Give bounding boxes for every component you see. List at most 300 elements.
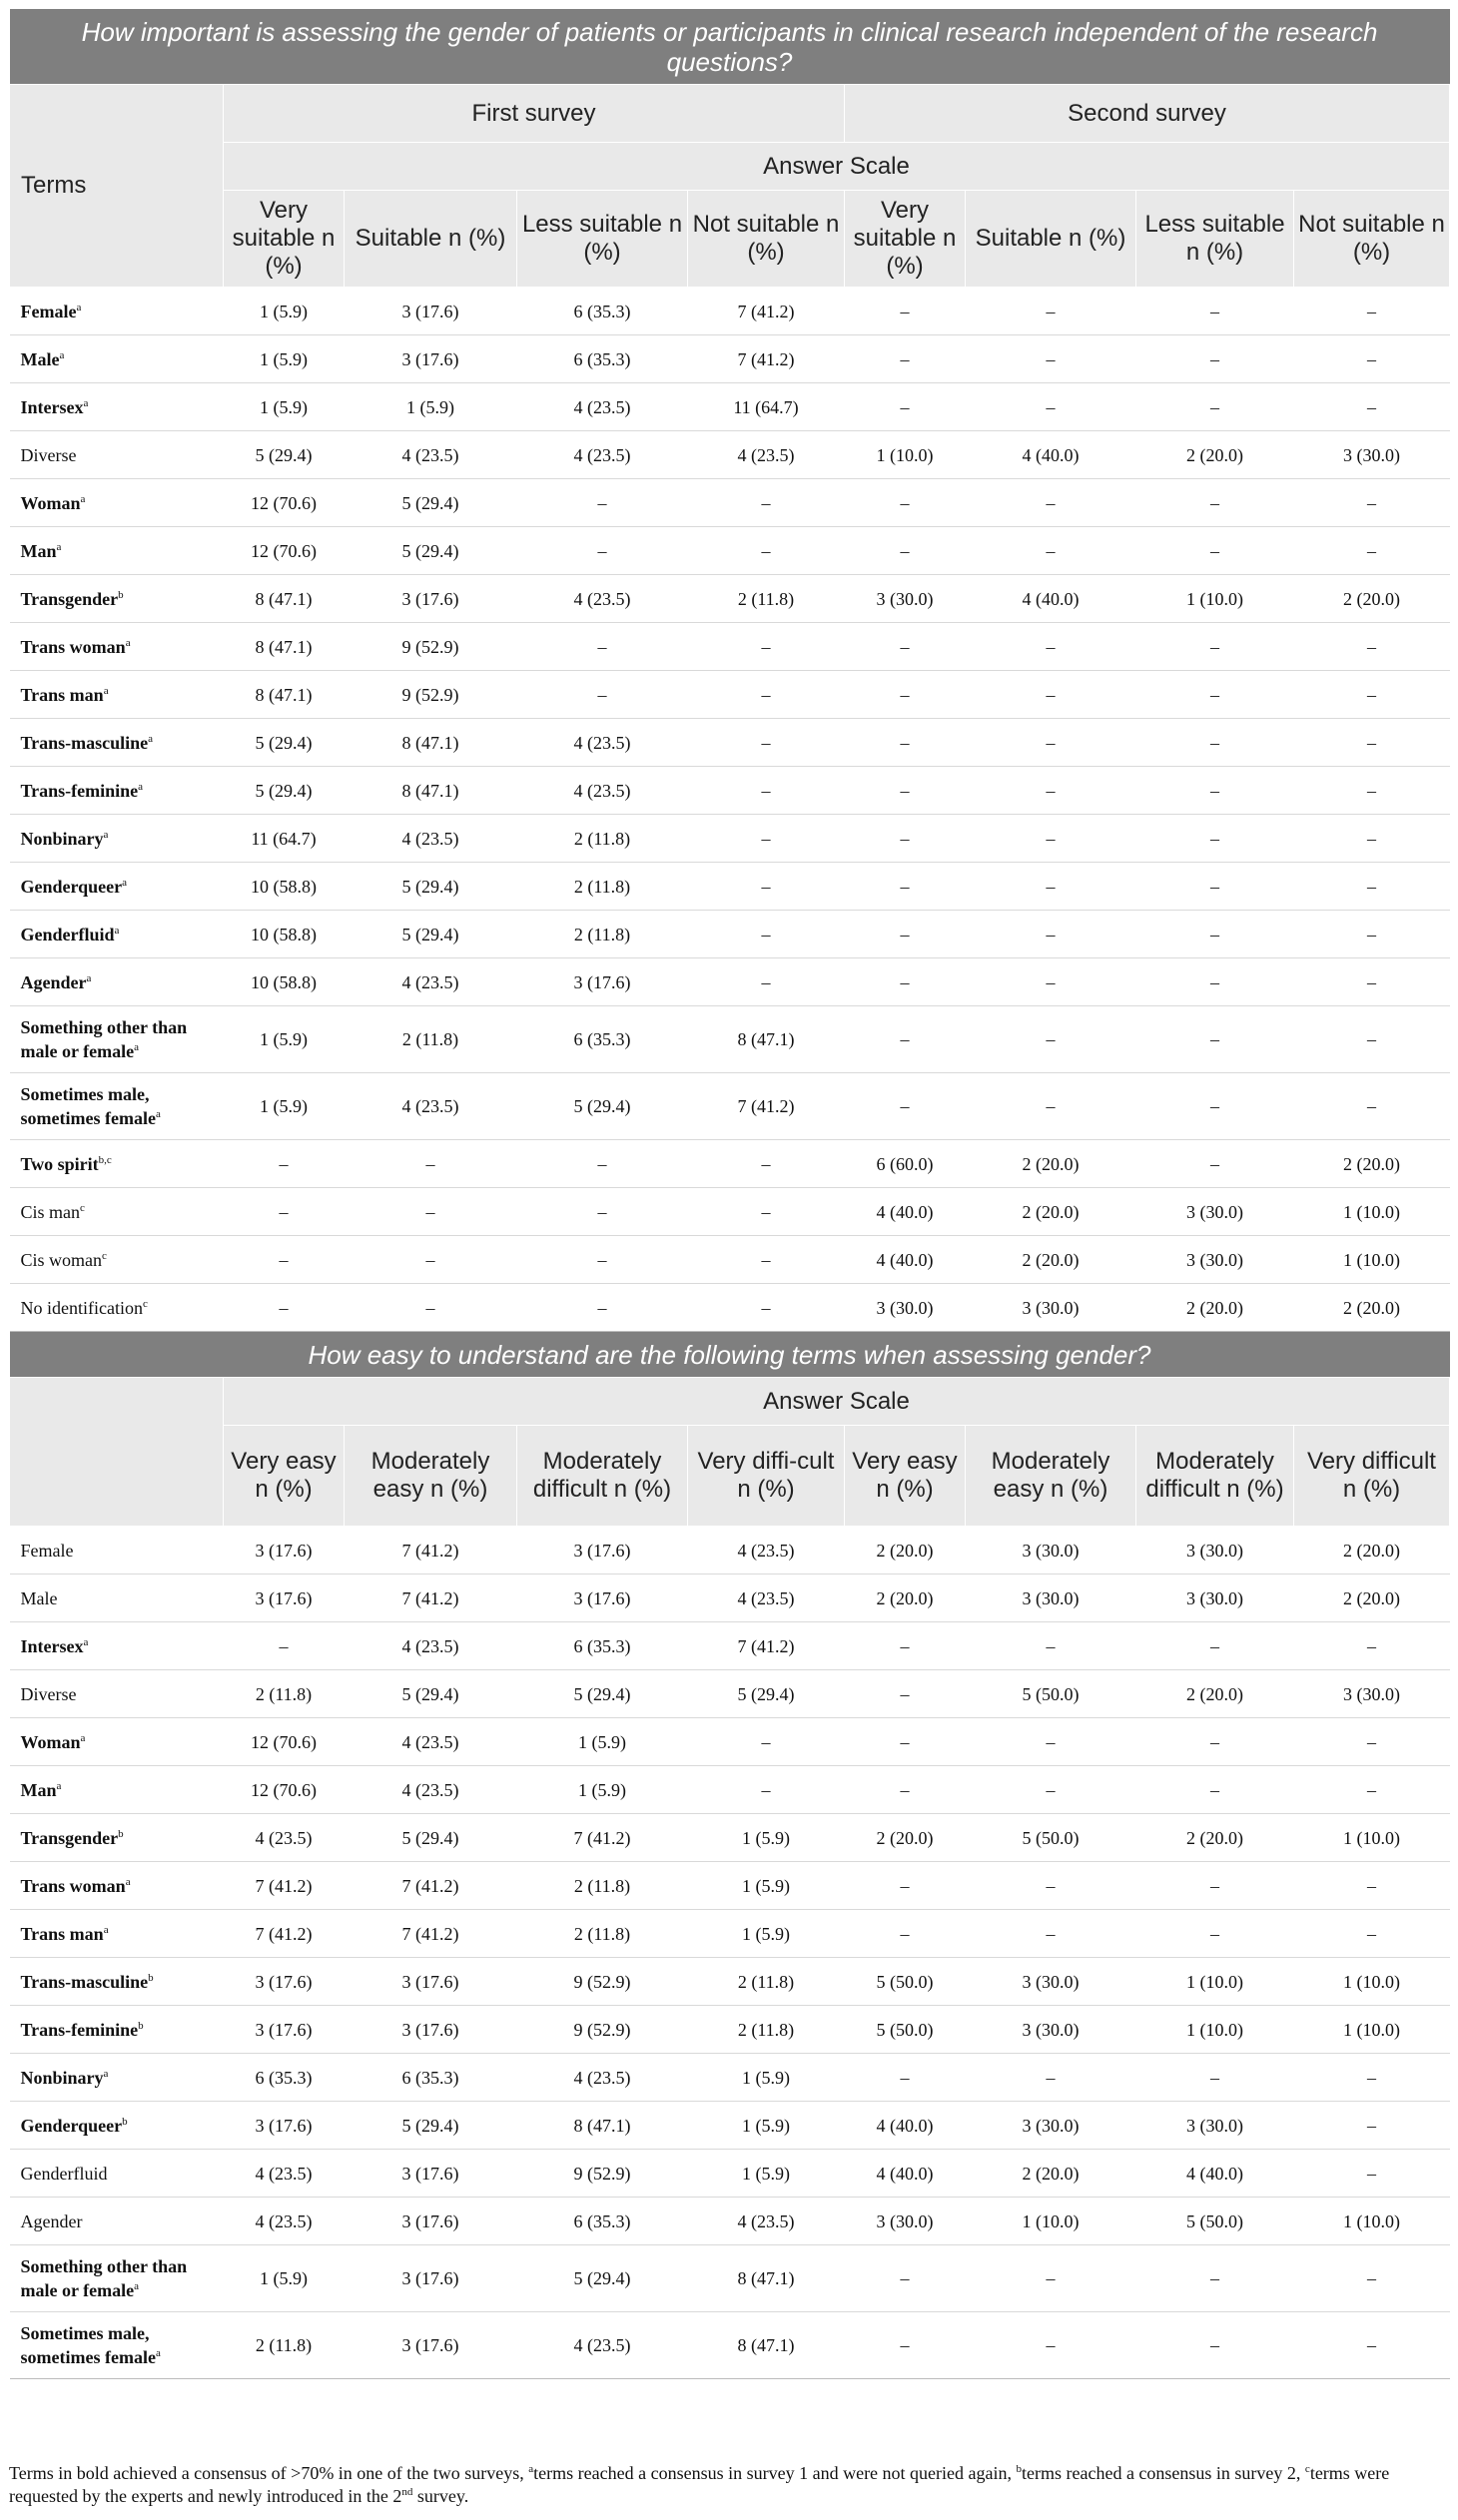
value-cell: 1 (5.9)	[224, 383, 345, 431]
value-cell: 5 (29.4)	[345, 1670, 517, 1718]
value-cell: –	[688, 1284, 845, 1332]
value-cell: –	[345, 1284, 517, 1332]
term-cell	[10, 1910, 224, 1958]
value-cell: 12 (70.6)	[224, 1766, 345, 1814]
value-cell: –	[845, 335, 966, 383]
value-cell: –	[1294, 2054, 1450, 2102]
value-cell: 3 (17.6)	[345, 1958, 517, 2006]
term-label: Agender	[20, 2210, 83, 2231]
term-cell	[10, 1670, 224, 1718]
term-cell	[10, 2198, 224, 2245]
term-cell	[10, 2312, 224, 2379]
term-label: Trans woman	[20, 636, 126, 657]
value-cell: 6 (35.3)	[517, 288, 688, 335]
value-cell: 2 (20.0)	[1294, 1140, 1450, 1188]
value-cell: 1 (5.9)	[517, 1718, 688, 1766]
value-cell: 10 (58.8)	[224, 958, 345, 1006]
value-cell: –	[1136, 671, 1294, 719]
value-cell: 7 (41.2)	[345, 1910, 517, 1958]
value-cell: 7 (41.2)	[224, 1862, 345, 1910]
answer-scale-row	[10, 143, 1450, 191]
value-cell: 3 (17.6)	[345, 335, 517, 383]
value-cell: 3 (17.6)	[345, 2312, 517, 2379]
term-cell	[10, 863, 224, 911]
value-cell: 5 (29.4)	[345, 863, 517, 911]
term-label: Male	[20, 1587, 58, 1608]
value-cell: 3 (30.0)	[966, 2006, 1136, 2054]
value-cell: –	[1294, 863, 1450, 911]
value-cell: –	[966, 2245, 1136, 2312]
value-cell: –	[966, 863, 1136, 911]
value-cell: –	[1294, 1622, 1450, 1670]
value-cell: 2 (20.0)	[845, 1575, 966, 1622]
term-cell	[10, 479, 224, 527]
value-cell: 4 (23.5)	[345, 1766, 517, 1814]
table-row	[10, 2006, 1450, 2054]
table-row	[10, 1140, 1450, 1188]
footnote-marker: c	[102, 1249, 107, 1262]
value-cell: –	[688, 767, 845, 815]
value-cell: 7 (41.2)	[517, 1814, 688, 1862]
footnote-marker: b	[122, 2115, 128, 2128]
table-row	[10, 288, 1450, 335]
value-cell: –	[966, 1718, 1136, 1766]
value-cell: 3 (30.0)	[1294, 431, 1450, 479]
value-cell: 5 (50.0)	[1136, 2198, 1294, 2245]
term-label: Trans man	[20, 1923, 104, 1944]
value-cell: 3 (17.6)	[224, 1575, 345, 1622]
term-cell	[10, 1006, 224, 1073]
value-cell: 8 (47.1)	[517, 2102, 688, 2150]
term-label: Male	[20, 348, 60, 369]
value-cell: 3 (30.0)	[1136, 1236, 1294, 1284]
value-cell: 2 (20.0)	[1294, 1284, 1450, 1332]
value-cell: 11 (64.7)	[224, 815, 345, 863]
value-cell: –	[1294, 911, 1450, 958]
value-cell: 3 (17.6)	[517, 1575, 688, 1622]
value-cell: 8 (47.1)	[688, 1006, 845, 1073]
table-row	[10, 1236, 1450, 1284]
value-cell: –	[1136, 1862, 1294, 1910]
value-cell: –	[966, 1006, 1136, 1073]
footnote-marker: a	[148, 732, 154, 745]
term-cell	[10, 1862, 224, 1910]
table-row	[10, 1527, 1450, 1575]
term-cell	[10, 2150, 224, 2198]
value-cell: –	[966, 623, 1136, 671]
table-row	[10, 1718, 1450, 1766]
value-cell: –	[224, 1140, 345, 1188]
table-row	[10, 335, 1450, 383]
value-cell: –	[688, 863, 845, 911]
term-label: Two spirit	[20, 1153, 99, 1174]
table-footnote	[9, 2462, 1449, 2508]
term-label: Intersex	[20, 1635, 84, 1656]
footnote-marker: a	[134, 2280, 140, 2292]
footnote-marker: a	[134, 1041, 140, 1053]
results-table	[9, 9, 1450, 2379]
term-cell	[10, 671, 224, 719]
value-cell: 5 (29.4)	[345, 527, 517, 575]
value-cell: 7 (41.2)	[345, 1527, 517, 1575]
value-cell: –	[966, 815, 1136, 863]
value-cell: 1 (5.9)	[224, 1006, 345, 1073]
table-row	[10, 479, 1450, 527]
value-cell: 3 (30.0)	[966, 1958, 1136, 2006]
value-cell: 1 (10.0)	[1294, 2006, 1450, 2054]
value-cell: 4 (23.5)	[224, 2150, 345, 2198]
value-cell: –	[966, 383, 1136, 431]
footnote-marker: b	[118, 1827, 124, 1840]
value-cell: –	[845, 2312, 966, 2379]
value-cell: 6 (35.3)	[517, 335, 688, 383]
term-label: Trans-masculine	[20, 732, 149, 753]
footnote-marker: a	[103, 2067, 109, 2080]
table-row	[10, 1670, 1450, 1718]
value-cell: –	[517, 527, 688, 575]
value-cell: –	[1136, 1006, 1294, 1073]
value-cell: 1 (5.9)	[688, 2054, 845, 2102]
value-cell: –	[966, 1622, 1136, 1670]
value-cell: 4 (23.5)	[345, 815, 517, 863]
value-cell: 9 (52.9)	[345, 671, 517, 719]
value-cell: –	[1294, 383, 1450, 431]
value-cell: 1 (5.9)	[688, 2150, 845, 2198]
column-header: Moderately easy n (%)	[966, 1426, 1136, 1527]
term-cell	[10, 2102, 224, 2150]
table-row	[10, 527, 1450, 575]
term-cell	[10, 1236, 224, 1284]
value-cell: 10 (58.8)	[224, 911, 345, 958]
value-cell: 5 (29.4)	[345, 911, 517, 958]
value-cell: –	[966, 1073, 1136, 1140]
value-cell: 4 (23.5)	[517, 2312, 688, 2379]
value-cell: –	[1136, 958, 1294, 1006]
term-cell	[10, 1958, 224, 2006]
value-cell: –	[224, 1284, 345, 1332]
value-cell: 12 (70.6)	[224, 479, 345, 527]
value-cell: 3 (17.6)	[345, 575, 517, 623]
term-label: Genderqueer	[20, 876, 123, 897]
value-cell: 7 (41.2)	[345, 1862, 517, 1910]
footnote-marker: a	[528, 2463, 534, 2475]
value-cell: –	[845, 1910, 966, 1958]
column-header: Not suitable n (%)	[688, 191, 845, 288]
value-cell: 1 (10.0)	[1294, 2198, 1450, 2245]
value-cell: –	[517, 479, 688, 527]
value-cell: 8 (47.1)	[345, 767, 517, 815]
value-cell: –	[845, 1718, 966, 1766]
footnote-marker: b	[118, 588, 124, 601]
value-cell: –	[1294, 2150, 1450, 2198]
value-cell: 2 (20.0)	[1294, 1575, 1450, 1622]
term-label: Intersex	[20, 396, 84, 417]
value-cell: 4 (23.5)	[517, 2054, 688, 2102]
term-cell	[10, 1575, 224, 1622]
value-cell: –	[845, 527, 966, 575]
value-cell: 1 (5.9)	[517, 1766, 688, 1814]
term-cell	[10, 1766, 224, 1814]
column-header: Suitable n (%)	[966, 191, 1136, 288]
value-cell: –	[1294, 623, 1450, 671]
value-cell: –	[688, 1766, 845, 1814]
value-cell: –	[845, 911, 966, 958]
value-cell: 1 (10.0)	[1294, 1236, 1450, 1284]
column-header: Very easy n (%)	[224, 1426, 345, 1527]
value-cell: –	[845, 958, 966, 1006]
value-cell: 6 (35.3)	[517, 1622, 688, 1670]
value-cell: –	[845, 719, 966, 767]
answer-scale-header: Answer Scale	[224, 143, 1450, 191]
section2-body	[10, 1527, 1450, 2379]
term-label: Trans-feminine	[20, 780, 139, 801]
footnote-marker: a	[125, 1875, 131, 1888]
section2-header	[10, 1332, 1450, 1527]
value-cell: 12 (70.6)	[224, 1718, 345, 1766]
value-cell: 7 (41.2)	[688, 335, 845, 383]
value-cell: –	[845, 1622, 966, 1670]
value-cell: –	[966, 527, 1136, 575]
footnote-marker: a	[83, 1635, 89, 1648]
value-cell: –	[345, 1140, 517, 1188]
value-cell: 5 (50.0)	[966, 1670, 1136, 1718]
value-cell: 8 (47.1)	[224, 575, 345, 623]
footnote-marker: a	[103, 684, 109, 697]
footnote-marker: c	[142, 1297, 148, 1310]
value-cell: 4 (23.5)	[517, 719, 688, 767]
value-cell: –	[688, 1718, 845, 1766]
value-cell: –	[845, 671, 966, 719]
value-cell: –	[966, 958, 1136, 1006]
footnote-marker: b	[148, 1971, 154, 1984]
value-cell: –	[966, 1910, 1136, 1958]
value-cell: 1 (5.9)	[224, 288, 345, 335]
value-cell: –	[688, 527, 845, 575]
value-cell: –	[1136, 623, 1294, 671]
column-header: Very suitable n (%)	[845, 191, 966, 288]
value-cell: 4 (23.5)	[345, 1718, 517, 1766]
value-cell: 2 (20.0)	[1136, 1284, 1294, 1332]
value-cell: –	[845, 1670, 966, 1718]
term-cell	[10, 1140, 224, 1188]
table-row	[10, 1006, 1450, 1073]
section1-question-row	[10, 9, 1450, 85]
table-row	[10, 2150, 1450, 2198]
table-row	[10, 958, 1450, 1006]
value-cell: –	[966, 2054, 1136, 2102]
term-label: Trans man	[20, 684, 104, 705]
value-cell: 2 (20.0)	[966, 1140, 1136, 1188]
footnote-marker: a	[103, 828, 109, 841]
table-row	[10, 719, 1450, 767]
term-label: Something other than male or female	[20, 2256, 188, 2300]
term-label: Genderfluid	[20, 924, 115, 945]
value-cell: 9 (52.9)	[517, 2150, 688, 2198]
value-cell: 1 (5.9)	[224, 1073, 345, 1140]
table-row	[10, 575, 1450, 623]
value-cell: –	[1294, 719, 1450, 767]
value-cell: 5 (50.0)	[845, 1958, 966, 2006]
value-cell: 4 (23.5)	[688, 1575, 845, 1622]
value-cell: 3 (30.0)	[1136, 1527, 1294, 1575]
value-cell: 1 (5.9)	[688, 1910, 845, 1958]
value-cell: 5 (29.4)	[517, 1670, 688, 1718]
term-cell	[10, 431, 224, 479]
footnote-marker: a	[56, 1779, 62, 1792]
value-cell: –	[1136, 2245, 1294, 2312]
value-cell: 1 (10.0)	[1294, 1814, 1450, 1862]
value-cell: –	[517, 1140, 688, 1188]
term-cell	[10, 575, 224, 623]
section2-terms-column-header	[10, 1378, 224, 1527]
column-header: Less suitable n (%)	[517, 191, 688, 288]
term-cell	[10, 1718, 224, 1766]
value-cell: 2 (20.0)	[1294, 1527, 1450, 1575]
value-cell: –	[1294, 815, 1450, 863]
term-label: Sometimes male, sometimes female	[20, 2323, 156, 2367]
value-cell: –	[1136, 1718, 1294, 1766]
table-row	[10, 431, 1450, 479]
value-cell: 6 (35.3)	[517, 1006, 688, 1073]
terms-column-header: Terms	[10, 85, 224, 288]
value-cell: –	[845, 863, 966, 911]
value-cell: –	[224, 1188, 345, 1236]
value-cell: –	[688, 1140, 845, 1188]
table-row	[10, 2054, 1450, 2102]
term-label: Something other than male or female	[20, 1017, 188, 1061]
value-cell: 1 (5.9)	[688, 1814, 845, 1862]
term-label: Cis man	[20, 1201, 81, 1222]
term-label: Female	[20, 301, 77, 321]
value-cell: –	[517, 1284, 688, 1332]
term-cell	[10, 815, 224, 863]
value-cell: –	[1294, 527, 1450, 575]
table-row	[10, 863, 1450, 911]
value-cell: 4 (40.0)	[845, 1236, 966, 1284]
value-cell: 5 (29.4)	[224, 719, 345, 767]
value-cell: 4 (23.5)	[224, 2198, 345, 2245]
term-cell	[10, 1814, 224, 1862]
footnote-marker: a	[125, 636, 131, 649]
value-cell: –	[845, 2054, 966, 2102]
value-cell: 1 (5.9)	[224, 335, 345, 383]
column-header: Suitable n (%)	[345, 191, 517, 288]
value-cell: 1 (5.9)	[345, 383, 517, 431]
section2-question: How easy to understand are the following terms when assessing gender?	[10, 1332, 1450, 1378]
footnote-text: survey.	[412, 2486, 469, 2506]
value-cell: 4 (23.5)	[688, 2198, 845, 2245]
value-cell: –	[966, 719, 1136, 767]
term-label: Female	[20, 1540, 74, 1561]
value-cell: 4 (23.5)	[345, 1073, 517, 1140]
term-cell	[10, 623, 224, 671]
value-cell: –	[1136, 288, 1294, 335]
value-cell: –	[688, 479, 845, 527]
footnote-marker: a	[83, 396, 89, 409]
value-cell: –	[688, 1236, 845, 1284]
value-cell: 1 (10.0)	[1294, 1958, 1450, 2006]
footnote-marker: c	[80, 1201, 85, 1214]
section1-body	[10, 288, 1450, 1332]
footnote-marker: a	[103, 1923, 109, 1936]
column-header: Moderately easy n (%)	[345, 1426, 517, 1527]
value-cell: 8 (47.1)	[224, 623, 345, 671]
value-cell: –	[517, 1236, 688, 1284]
value-cell: –	[1294, 288, 1450, 335]
table-row	[10, 2102, 1450, 2150]
table-row	[10, 1766, 1450, 1814]
term-label: Genderqueer	[20, 2115, 123, 2136]
value-cell: –	[845, 479, 966, 527]
value-cell: 1 (5.9)	[688, 2102, 845, 2150]
value-cell: 3 (30.0)	[966, 1527, 1136, 1575]
term-label: Diverse	[20, 1683, 77, 1704]
footnote-marker: a	[80, 1731, 86, 1744]
term-cell	[10, 1622, 224, 1670]
term-cell	[10, 1073, 224, 1140]
value-cell: 5 (29.4)	[224, 767, 345, 815]
table-row	[10, 1284, 1450, 1332]
table-row	[10, 1575, 1450, 1622]
column-header: Less suitable n (%)	[1136, 191, 1294, 288]
value-cell: 2 (11.8)	[517, 1910, 688, 1958]
value-cell: –	[1294, 2312, 1450, 2379]
table-row	[10, 911, 1450, 958]
value-cell: 4 (40.0)	[845, 1188, 966, 1236]
value-cell: 2 (11.8)	[517, 815, 688, 863]
value-cell: –	[1136, 815, 1294, 863]
footnote-marker: nd	[401, 2486, 413, 2498]
value-cell: 5 (29.4)	[517, 1073, 688, 1140]
value-cell: 1 (5.9)	[688, 1862, 845, 1910]
value-cell: 3 (30.0)	[1294, 1670, 1450, 1718]
value-cell: –	[845, 1006, 966, 1073]
term-label: Diverse	[20, 444, 77, 465]
value-cell: 2 (20.0)	[966, 1188, 1136, 1236]
value-cell: 3 (17.6)	[517, 958, 688, 1006]
value-cell: –	[1294, 479, 1450, 527]
term-cell	[10, 527, 224, 575]
term-label: Man	[20, 1779, 57, 1800]
value-cell: 6 (35.3)	[224, 2054, 345, 2102]
value-cell: –	[1136, 863, 1294, 911]
second-survey-header: Second survey	[845, 85, 1450, 143]
value-cell: –	[1294, 1766, 1450, 1814]
value-cell: 8 (47.1)	[345, 719, 517, 767]
column-header: Very easy n (%)	[845, 1426, 966, 1527]
value-cell: –	[1294, 335, 1450, 383]
value-cell: 5 (29.4)	[345, 1814, 517, 1862]
section2-answer-scale-header: Answer Scale	[224, 1378, 1450, 1426]
term-cell	[10, 958, 224, 1006]
section2-question-row	[10, 1332, 1450, 1378]
value-cell: –	[1136, 335, 1294, 383]
value-cell: 4 (40.0)	[966, 575, 1136, 623]
value-cell: 2 (20.0)	[845, 1814, 966, 1862]
value-cell: –	[688, 911, 845, 958]
value-cell: –	[845, 2245, 966, 2312]
term-label: Transgender	[20, 588, 119, 609]
value-cell: –	[845, 815, 966, 863]
value-cell: 7 (41.2)	[345, 1575, 517, 1622]
value-cell: –	[845, 288, 966, 335]
value-cell: –	[345, 1188, 517, 1236]
value-cell: 3 (30.0)	[1136, 1188, 1294, 1236]
value-cell: 2 (20.0)	[1136, 431, 1294, 479]
term-cell	[10, 335, 224, 383]
value-cell: 12 (70.6)	[224, 527, 345, 575]
term-label: Nonbinary	[20, 2067, 104, 2088]
